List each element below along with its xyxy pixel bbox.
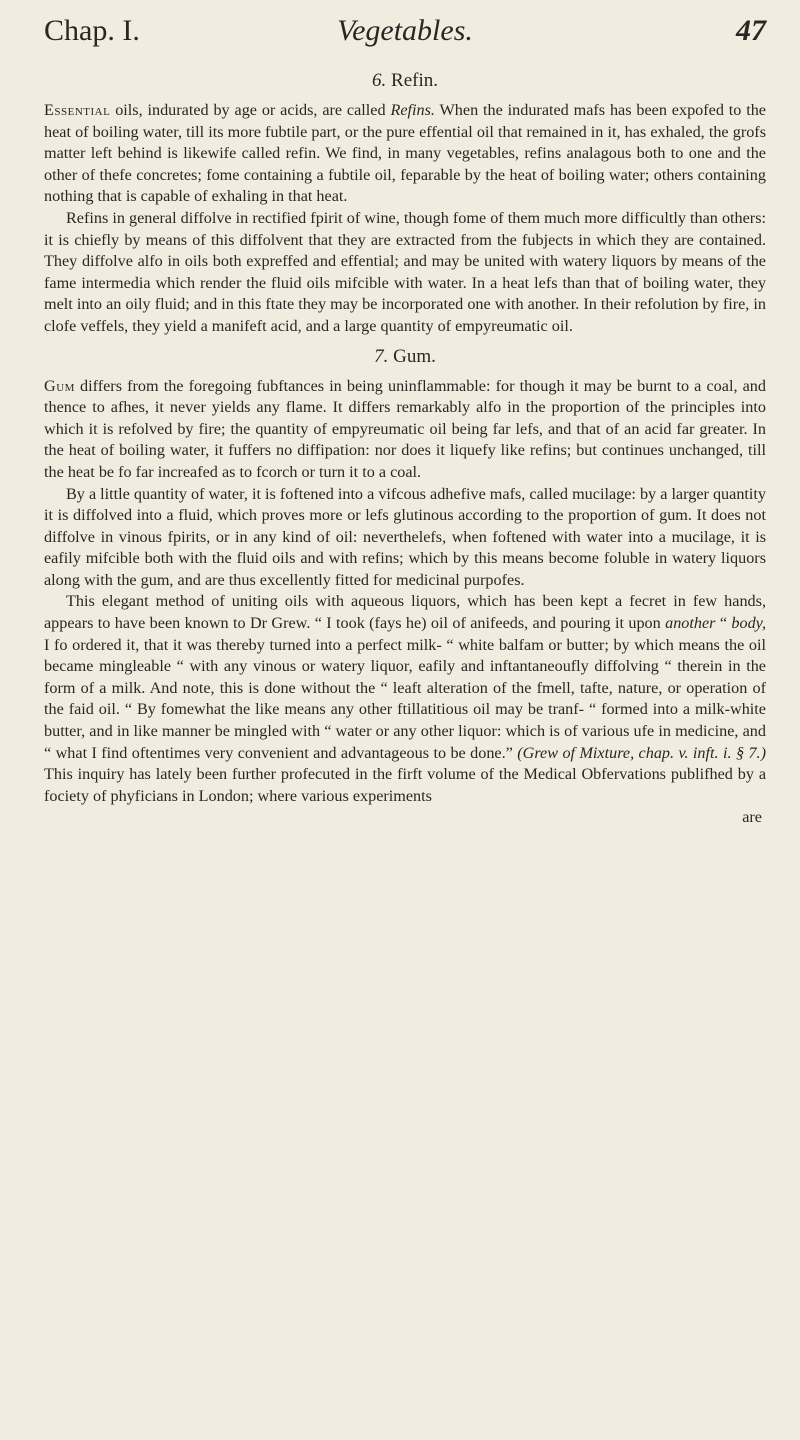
section-heading-gum — [44, 346, 766, 368]
section-title: Gum. — [393, 345, 436, 367]
paragraph-resin-solubility: Refins in general diffolve in rectified fpirit of wine, though fome of them much more difficultly than others: it is chiefly by means of this diffolvent that they are extracted from the fubjects in which they are contained. They diffolve alfo in oils both expreffed and effential; and may be united with watery liquors by means of the fame intermedia which render the fluid oils mifcible with water. In a heat lefs than that of boiling water, they melt into an oily fluid; and in this ftate they may be incorporated one with another. In their refolution by fire, in clofe veffels, they yield a manifeft acid, and a large quantity of empyreumatic oil. — [44, 208, 766, 335]
italic-term: another — [665, 614, 716, 633]
catchword: are — [742, 808, 762, 827]
lead-word: Essential — [44, 101, 111, 119]
italic-term: Refins. — [390, 101, 435, 119]
section-number: 6. — [372, 70, 387, 91]
paragraph-resin-definition — [44, 100, 766, 208]
citation: (Grew of Mixture, chap. v. inft. i. § 7.) — [517, 743, 766, 762]
lead-word: Gum — [44, 376, 75, 395]
text-run: This elegant method of uniting oils with aqueous liquors, which has been kept a fecret in few hands, appears to have been known to Dr Grew. “ I took (fays he) oil of anifeeds, and pouring it upon — [44, 592, 766, 633]
italic-term: body, — [731, 614, 767, 633]
text-run: I fo ordered it, that it was thereby turned into a perfect milk- “ white balfam or butter; by which means the oil became mingleable “ with any vinous or watery liquor, eafily and inftantaneoufly diffolving “ therein in the form of a milk. And note, this is done without the “ leaft alteration of the fmell, tafte, nature, or operation of the faid oil. “ By fomewhat the like means any other ftillatitious oil may be tranf- “ formed into a milk-white butter, and in like manner be mingled with “ water or any other liquor: which is of various ufe in medicine, and “ what I find oftentimes very convenient and advantageous to be done.” — [44, 635, 766, 762]
text-run: oils, indurated by age or acids, are called — [110, 101, 391, 119]
text-run: This inquiry has lately been further profecuted in the firft volume of the Medical Obfervations publifhed by a fociety of phyficians in London; where various experiments — [44, 765, 766, 805]
text-run: “ — [715, 614, 732, 633]
page-number: 47 — [736, 14, 766, 47]
paragraph-gum-properties — [44, 376, 766, 484]
running-title: Vegetables. — [337, 14, 473, 47]
text-run: differs from the foregoing fubftances in being uninflammable: for though it may be burnt to a coal, and thence to afhes, it never yields any flame. It differs remarkably alfo in the proportion of the principles into which it is refolved by fire; the quantity of empyreumatic oil being far lefs, and that of an acid far greater. In the heat of boiling water, it fuffers no diffipation: nor does it liquefy like refins; but continues unchanged, till the heat be fo far increafed as to fcorch or turn it to a coal. — [44, 376, 766, 481]
running-head — [44, 14, 766, 62]
paragraph-gum-mucilage: By a little quantity of water, it is foftened into a vifcous adhefive mafs, called mucilage: by a larger quantity it is diffolved into a fluid, which proves more or lefs glutinous according to the proportion of gum. It does not diffolve in vinous fpirits, or in any kind of oil: neverthelefs, when foftened with water into a mucilage, it is eafily mifcible both with the fluid oils and with refins; which by this means become foluble in watery liquors along with the gum, and are thus excellently fitted for medicinal purpofes. — [44, 484, 766, 589]
section-title: Refin. — [391, 70, 438, 91]
book-page — [44, 14, 766, 1424]
section-number: 7. — [374, 345, 389, 367]
section-heading-resin — [44, 70, 766, 92]
paragraph-grew-quotation — [44, 591, 766, 807]
text-run: When the indurated mafs has been expofed to the heat of boiling water, till its more fubtile part, or the pure effential oil that remained in it, has exhaled, the grofs matter left behind is likewife called refin. We find, in many vegetables, refins analagous both to one and the other of thefe concretes; fome containing a fubtile oil, feparable by the heat of boiling water; others containing nothing that is capable of exhaling in that heat. — [44, 101, 766, 206]
chapter-label: Chap. I. — [44, 14, 140, 47]
